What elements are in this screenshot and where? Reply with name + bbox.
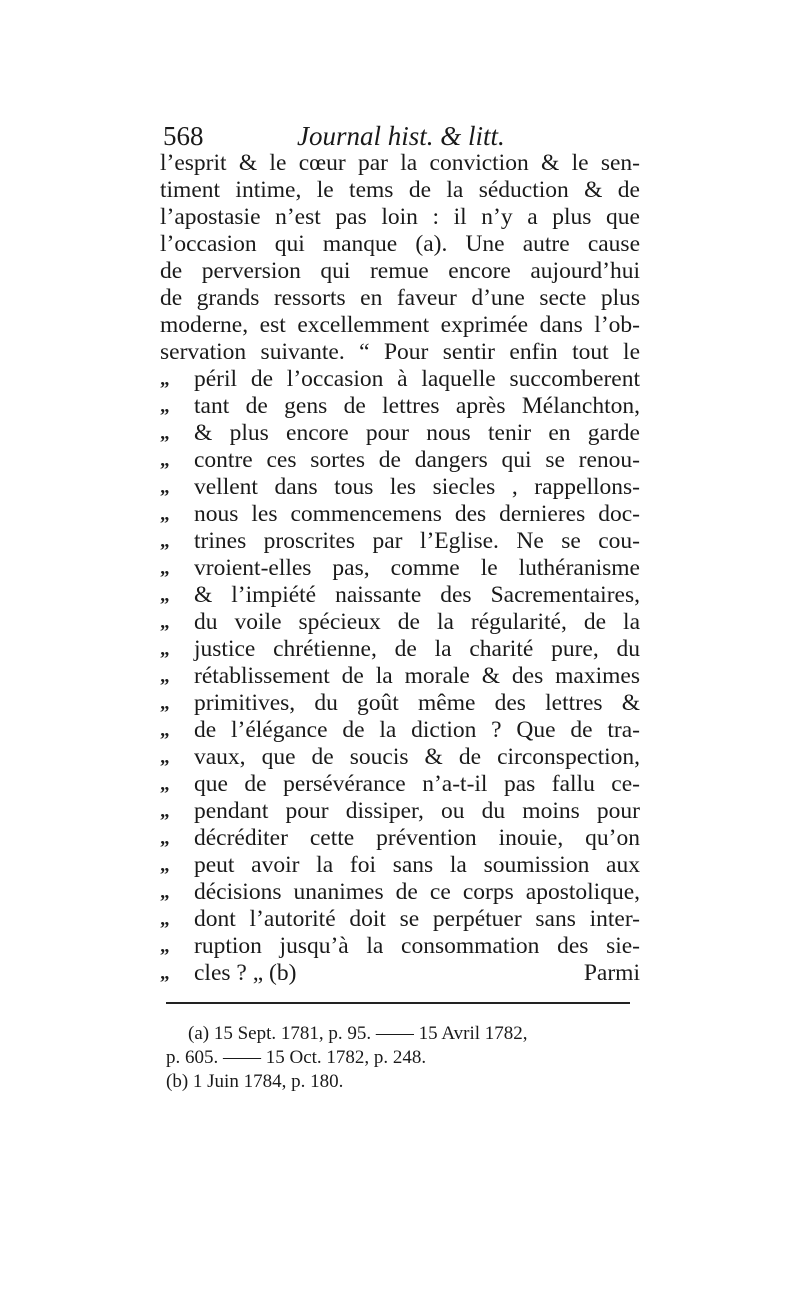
line-text: que de persévérance n’a-t-il pas fallu ce- bbox=[194, 771, 640, 797]
catchword: Parmi bbox=[583, 960, 640, 986]
line-text: tant de gens de lettres après Mélanchton, bbox=[194, 393, 640, 419]
footnotes bbox=[166, 1022, 646, 1094]
line-text: vellent dans tous les siecles , rappellons- bbox=[194, 474, 640, 500]
line-text: trines proscrites par l’Eglise. Ne se cou- bbox=[194, 528, 640, 554]
closing-line bbox=[160, 960, 640, 987]
line-text: péril de l’occasion à laquelle succomberent bbox=[194, 366, 640, 392]
quotation-mark: „ bbox=[160, 909, 170, 930]
body-text bbox=[160, 150, 640, 987]
quotation-mark: „ bbox=[160, 450, 170, 471]
line-text: du voile spécieux de la régularité, de la bbox=[194, 609, 640, 635]
quotation-mark: „ bbox=[160, 585, 170, 606]
text-line bbox=[160, 582, 640, 609]
quotation-mark: „ bbox=[160, 612, 170, 633]
text-line bbox=[160, 366, 640, 393]
line-text: dont l’autorité doit se perpétuer sans inter- bbox=[194, 906, 640, 932]
quotation-mark: „ bbox=[160, 774, 170, 795]
line-text: de grands ressorts en faveur d’une secte plus bbox=[160, 285, 640, 311]
text-line bbox=[160, 285, 640, 312]
text-line bbox=[160, 744, 640, 771]
text-line bbox=[160, 609, 640, 636]
text-line bbox=[160, 501, 640, 528]
text-line bbox=[160, 852, 640, 879]
footnote-line: (b) 1 Juin 1784, p. 180. bbox=[166, 1071, 344, 1092]
text-line bbox=[160, 717, 640, 744]
line-text: timent intime, le tems de la séduction & de bbox=[160, 177, 640, 203]
quotation-mark: „ bbox=[160, 963, 170, 984]
footnote-line: p. 605. —— 15 Oct. 1782, p. 248. bbox=[166, 1047, 427, 1068]
line-text: contre ces sortes de dangers qui se renou- bbox=[194, 447, 640, 473]
text-line bbox=[160, 150, 640, 177]
text-line bbox=[160, 771, 640, 798]
quotation-mark: „ bbox=[160, 747, 170, 768]
quotation-mark: „ bbox=[160, 396, 170, 417]
quotation-mark: „ bbox=[160, 504, 170, 525]
line-text: servation suivante. “ Pour sentir enfin tout le bbox=[160, 339, 640, 365]
quotation-mark: „ bbox=[160, 423, 170, 444]
text-line bbox=[160, 420, 640, 447]
text-line bbox=[160, 879, 640, 906]
text-line bbox=[160, 177, 640, 204]
line-text: rétablissement de la morale & des maximes bbox=[194, 663, 640, 689]
line-text: cles ? „ (b) bbox=[194, 960, 297, 986]
line-text: primitives, du goût même des lettres & bbox=[194, 690, 640, 716]
quotation-mark: „ bbox=[160, 828, 170, 849]
text-line bbox=[160, 447, 640, 474]
page-number: 568 bbox=[163, 121, 204, 151]
line-text: & l’impiété naissante des Sacrementaires, bbox=[194, 582, 640, 608]
text-line bbox=[160, 906, 640, 933]
line-text: ruption jusqu’à la consommation des sie- bbox=[194, 933, 640, 959]
text-line bbox=[160, 798, 640, 825]
text-line bbox=[160, 231, 640, 258]
text-line bbox=[160, 528, 640, 555]
quotation-mark: „ bbox=[160, 666, 170, 687]
line-text: de perversion qui remue encore aujourd’hui bbox=[160, 258, 640, 284]
text-line bbox=[160, 825, 640, 852]
line-text: pendant pour dissiper, ou du moins pour bbox=[194, 798, 640, 824]
quotation-mark: „ bbox=[160, 855, 170, 876]
quotation-mark: „ bbox=[160, 531, 170, 552]
quotation-mark: „ bbox=[160, 369, 170, 390]
line-text: décréditer cette prévention inouie, qu’on bbox=[194, 825, 640, 851]
line-text: & plus encore pour nous tenir en garde bbox=[194, 420, 640, 446]
text-line bbox=[160, 258, 640, 285]
text-line bbox=[160, 636, 640, 663]
text-line bbox=[160, 555, 640, 582]
text-line bbox=[160, 393, 640, 420]
line-text: décisions unanimes de ce corps apostolique, bbox=[194, 879, 640, 905]
line-text: vroient-elles pas, comme le luthéranisme bbox=[194, 555, 640, 581]
quotation-mark: „ bbox=[160, 936, 170, 957]
line-text: l’esprit & le cœur par la conviction & le sen- bbox=[160, 150, 640, 176]
running-title: Journal hist. & litt. bbox=[297, 121, 505, 151]
quotation-mark: „ bbox=[160, 720, 170, 741]
footnote-separator-rule bbox=[166, 1002, 630, 1004]
quotation-mark: „ bbox=[160, 801, 170, 822]
text-line bbox=[160, 690, 640, 717]
line-text: moderne, est excellemment exprimée dans l’ob- bbox=[160, 312, 640, 338]
quotation-mark: „ bbox=[160, 882, 170, 903]
quotation-mark: „ bbox=[160, 558, 170, 579]
line-text: justice chrétienne, de la charité pure, du bbox=[194, 636, 640, 662]
line-text: peut avoir la foi sans la soumission aux bbox=[194, 852, 640, 878]
line-text: l’apostasie n’est pas loin : il n’y a plus que bbox=[160, 204, 640, 230]
quotation-mark: „ bbox=[160, 477, 170, 498]
quotation-mark: „ bbox=[160, 639, 170, 660]
line-text: l’occasion qui manque (a). Une autre cause bbox=[160, 231, 640, 257]
text-line bbox=[160, 339, 640, 366]
line-text: de l’élégance de la diction ? Que de tra- bbox=[194, 717, 640, 743]
page-header bbox=[163, 118, 643, 154]
text-line bbox=[160, 663, 640, 690]
line-text: nous les commencemens des dernieres doc- bbox=[194, 501, 640, 527]
quotation-mark: „ bbox=[160, 693, 170, 714]
text-line bbox=[160, 474, 640, 501]
footnote-line: (a) 15 Sept. 1781, p. 95. —— 15 Avril 1782, bbox=[188, 1023, 528, 1044]
text-line bbox=[160, 312, 640, 339]
line-text: vaux, que de soucis & de circonspection, bbox=[194, 744, 640, 770]
text-line bbox=[160, 933, 640, 960]
text-line bbox=[160, 204, 640, 231]
